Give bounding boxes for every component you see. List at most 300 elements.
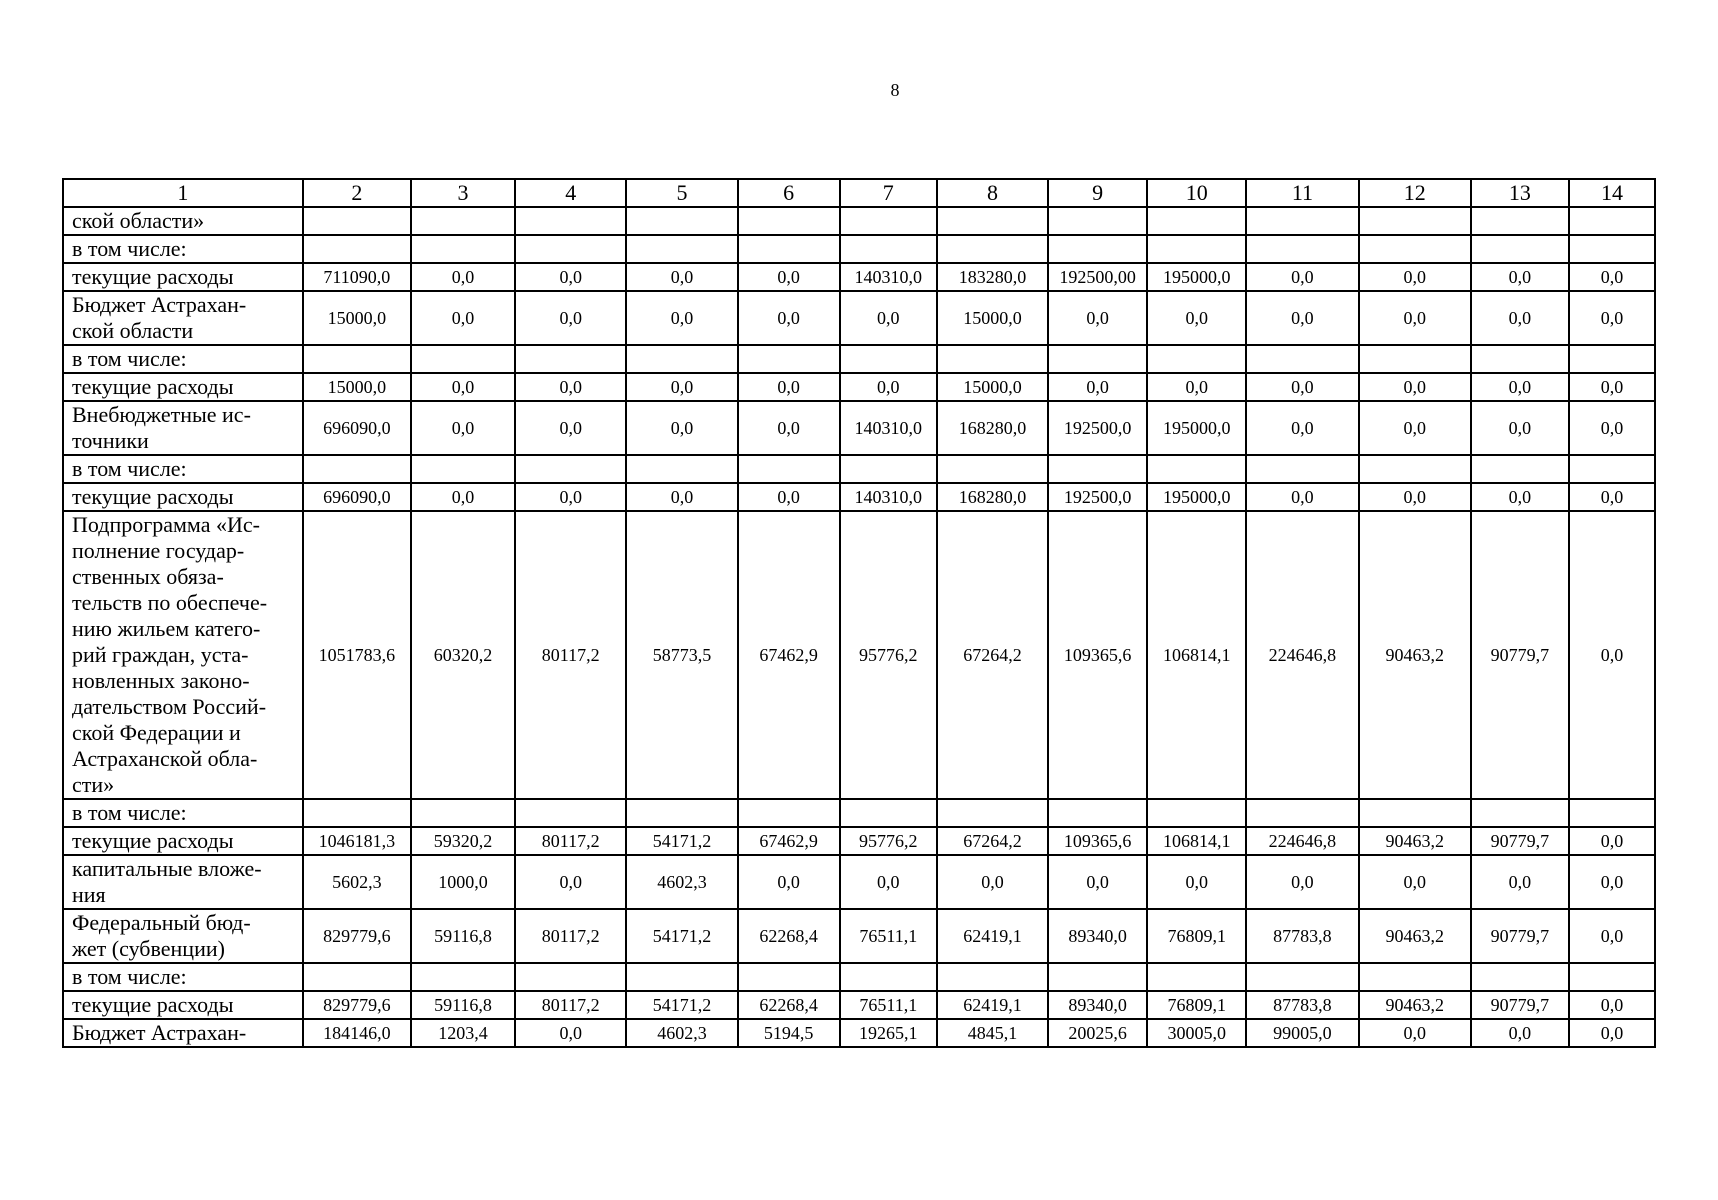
value-cell: 15000,0 xyxy=(303,291,411,345)
value-cell: 67462,9 xyxy=(738,827,840,855)
value-cell xyxy=(840,799,937,827)
value-cell: 87783,8 xyxy=(1246,909,1358,963)
value-cell: 90779,7 xyxy=(1471,511,1569,799)
row-label-line: текущие расходы xyxy=(72,992,234,1017)
value-cell: 0,0 xyxy=(1359,483,1471,511)
value-cell xyxy=(1147,455,1246,483)
table-row xyxy=(63,963,1655,991)
row-label-line: Бюджет Астрахан- xyxy=(72,1020,247,1045)
value-cell xyxy=(303,455,411,483)
value-cell: 109365,6 xyxy=(1048,511,1147,799)
value-cell: 0,0 xyxy=(411,401,515,455)
value-cell: 829779,6 xyxy=(303,991,411,1019)
value-cell xyxy=(1147,235,1246,263)
row-label-line: новленных законо- xyxy=(72,668,250,693)
column-number-5: 5 xyxy=(626,179,737,207)
value-cell: 90463,2 xyxy=(1359,827,1471,855)
value-cell: 0,0 xyxy=(1569,855,1655,909)
column-number-6: 6 xyxy=(738,179,840,207)
column-number-12: 12 xyxy=(1359,179,1471,207)
value-cell: 0,0 xyxy=(1471,483,1569,511)
value-cell xyxy=(937,235,1048,263)
row-label-line: тельств по обеспече- xyxy=(72,590,268,615)
row-label-line: ской области xyxy=(72,318,194,343)
value-cell: 60320,2 xyxy=(411,511,515,799)
value-cell: 0,0 xyxy=(1569,291,1655,345)
value-cell xyxy=(1569,455,1655,483)
value-cell xyxy=(738,963,840,991)
value-cell xyxy=(840,455,937,483)
value-cell: 0,0 xyxy=(411,291,515,345)
table-row xyxy=(63,511,1655,799)
row-label-line: текущие расходы xyxy=(72,264,234,289)
table-row xyxy=(63,855,1655,909)
value-cell: 0,0 xyxy=(515,855,626,909)
value-cell: 195000,0 xyxy=(1147,483,1246,511)
value-cell: 0,0 xyxy=(1246,855,1358,909)
value-cell xyxy=(1048,235,1147,263)
value-cell xyxy=(1147,799,1246,827)
value-cell: 183280,0 xyxy=(937,263,1048,291)
value-cell xyxy=(1147,963,1246,991)
value-cell: 0,0 xyxy=(1569,263,1655,291)
value-cell: 0,0 xyxy=(738,263,840,291)
row-label-line: в том числе: xyxy=(72,346,187,371)
row-label-line: жет (субвенции) xyxy=(72,936,225,961)
row-label xyxy=(63,263,303,291)
value-cell: 0,0 xyxy=(937,855,1048,909)
value-cell xyxy=(303,207,411,235)
value-cell: 224646,8 xyxy=(1246,511,1358,799)
value-cell: 1203,4 xyxy=(411,1019,515,1047)
value-cell xyxy=(1471,963,1569,991)
row-label-line: в том числе: xyxy=(72,456,187,481)
value-cell: 0,0 xyxy=(840,373,937,401)
value-cell: 0,0 xyxy=(1147,373,1246,401)
value-cell xyxy=(515,963,626,991)
row-label xyxy=(63,401,303,455)
value-cell: 0,0 xyxy=(1471,401,1569,455)
row-label xyxy=(63,345,303,373)
value-cell xyxy=(411,345,515,373)
row-label xyxy=(63,1019,303,1047)
value-cell: 224646,8 xyxy=(1246,827,1358,855)
value-cell xyxy=(1471,235,1569,263)
value-cell xyxy=(411,963,515,991)
value-cell: 0,0 xyxy=(1359,1019,1471,1047)
value-cell xyxy=(1147,207,1246,235)
value-cell xyxy=(1569,799,1655,827)
value-cell: 76809,1 xyxy=(1147,991,1246,1019)
value-cell: 0,0 xyxy=(1147,291,1246,345)
value-cell xyxy=(411,799,515,827)
value-cell: 0,0 xyxy=(738,483,840,511)
value-cell: 89340,0 xyxy=(1048,991,1147,1019)
row-label-line: текущие расходы xyxy=(72,374,234,399)
value-cell xyxy=(515,455,626,483)
row-label xyxy=(63,235,303,263)
column-number-13: 13 xyxy=(1471,179,1569,207)
value-cell: 4602,3 xyxy=(626,855,737,909)
value-cell xyxy=(1246,345,1358,373)
row-label-line: в том числе: xyxy=(72,800,187,825)
value-cell: 67264,2 xyxy=(937,827,1048,855)
row-label xyxy=(63,373,303,401)
value-cell: 87783,8 xyxy=(1246,991,1358,1019)
value-cell xyxy=(937,963,1048,991)
value-cell xyxy=(840,207,937,235)
value-cell xyxy=(738,799,840,827)
value-cell xyxy=(626,455,737,483)
value-cell xyxy=(738,235,840,263)
table-header-row xyxy=(63,179,1655,207)
value-cell: 90463,2 xyxy=(1359,991,1471,1019)
row-label-line: ственных обяза- xyxy=(72,564,224,589)
value-cell xyxy=(303,963,411,991)
value-cell xyxy=(738,455,840,483)
table-row xyxy=(63,401,1655,455)
value-cell xyxy=(303,235,411,263)
value-cell xyxy=(1471,455,1569,483)
value-cell: 62419,1 xyxy=(937,991,1048,1019)
value-cell: 54171,2 xyxy=(626,909,737,963)
value-cell: 5602,3 xyxy=(303,855,411,909)
row-label xyxy=(63,909,303,963)
value-cell: 59320,2 xyxy=(411,827,515,855)
value-cell: 0,0 xyxy=(626,373,737,401)
value-cell: 19265,1 xyxy=(840,1019,937,1047)
value-cell: 0,0 xyxy=(738,855,840,909)
row-label-line: капитальные вложе- xyxy=(72,856,262,881)
value-cell xyxy=(515,799,626,827)
table-row xyxy=(63,345,1655,373)
row-label-line: ской Федерации и xyxy=(72,720,241,745)
value-cell: 106814,1 xyxy=(1147,511,1246,799)
value-cell: 0,0 xyxy=(1359,401,1471,455)
budget-table xyxy=(62,178,1656,1048)
value-cell xyxy=(1569,963,1655,991)
value-cell: 76809,1 xyxy=(1147,909,1246,963)
value-cell: 0,0 xyxy=(411,373,515,401)
value-cell: 0,0 xyxy=(1246,263,1358,291)
value-cell: 90463,2 xyxy=(1359,909,1471,963)
value-cell: 0,0 xyxy=(738,401,840,455)
value-cell: 696090,0 xyxy=(303,483,411,511)
column-number-9: 9 xyxy=(1048,179,1147,207)
value-cell: 1046181,3 xyxy=(303,827,411,855)
value-cell: 62268,4 xyxy=(738,991,840,1019)
table-row xyxy=(63,827,1655,855)
value-cell xyxy=(411,455,515,483)
value-cell xyxy=(626,345,737,373)
value-cell: 0,0 xyxy=(411,263,515,291)
value-cell: 711090,0 xyxy=(303,263,411,291)
value-cell xyxy=(1569,235,1655,263)
value-cell: 76511,1 xyxy=(840,991,937,1019)
value-cell xyxy=(937,345,1048,373)
value-cell: 1051783,6 xyxy=(303,511,411,799)
value-cell: 0,0 xyxy=(515,263,626,291)
value-cell xyxy=(515,345,626,373)
value-cell: 0,0 xyxy=(626,263,737,291)
value-cell: 0,0 xyxy=(626,401,737,455)
value-cell: 80117,2 xyxy=(515,909,626,963)
value-cell: 99005,0 xyxy=(1246,1019,1358,1047)
row-label-line: текущие расходы xyxy=(72,828,234,853)
value-cell xyxy=(411,235,515,263)
value-cell xyxy=(1147,345,1246,373)
value-cell xyxy=(303,345,411,373)
value-cell: 0,0 xyxy=(840,855,937,909)
value-cell: 140310,0 xyxy=(840,483,937,511)
value-cell: 62268,4 xyxy=(738,909,840,963)
value-cell: 95776,2 xyxy=(840,827,937,855)
value-cell xyxy=(1246,207,1358,235)
value-cell: 0,0 xyxy=(515,291,626,345)
value-cell xyxy=(1471,207,1569,235)
row-label xyxy=(63,855,303,909)
row-label-line: точники xyxy=(72,428,149,453)
value-cell: 0,0 xyxy=(515,483,626,511)
row-label xyxy=(63,455,303,483)
value-cell: 59116,8 xyxy=(411,991,515,1019)
value-cell: 140310,0 xyxy=(840,401,937,455)
column-number-7: 7 xyxy=(840,179,937,207)
row-label-line: Астраханской обла- xyxy=(72,746,258,771)
value-cell: 0,0 xyxy=(1048,855,1147,909)
value-cell: 59116,8 xyxy=(411,909,515,963)
column-number-1: 1 xyxy=(63,179,303,207)
value-cell xyxy=(515,207,626,235)
value-cell xyxy=(1359,455,1471,483)
row-label-line: Бюджет Астрахан- xyxy=(72,292,247,317)
value-cell xyxy=(1048,207,1147,235)
column-number-4: 4 xyxy=(515,179,626,207)
row-label-line: ской области» xyxy=(72,208,205,233)
value-cell: 0,0 xyxy=(1246,373,1358,401)
value-cell: 0,0 xyxy=(1359,855,1471,909)
row-label-line: рий граждан, уста- xyxy=(72,642,249,667)
value-cell xyxy=(1359,345,1471,373)
value-cell xyxy=(1048,455,1147,483)
value-cell: 54171,2 xyxy=(626,827,737,855)
value-cell xyxy=(937,207,1048,235)
value-cell: 0,0 xyxy=(1471,1019,1569,1047)
value-cell: 184146,0 xyxy=(303,1019,411,1047)
table-row xyxy=(63,483,1655,511)
value-cell: 90779,7 xyxy=(1471,827,1569,855)
row-label-line: ния xyxy=(72,882,106,907)
value-cell xyxy=(1359,235,1471,263)
value-cell: 0,0 xyxy=(1569,827,1655,855)
value-cell: 0,0 xyxy=(1569,373,1655,401)
value-cell: 192500,00 xyxy=(1048,263,1147,291)
value-cell xyxy=(1569,345,1655,373)
value-cell: 15000,0 xyxy=(937,373,1048,401)
value-cell: 0,0 xyxy=(1471,291,1569,345)
value-cell xyxy=(840,235,937,263)
table-row xyxy=(63,263,1655,291)
value-cell: 0,0 xyxy=(626,291,737,345)
column-number-8: 8 xyxy=(937,179,1048,207)
column-number-14: 14 xyxy=(1569,179,1655,207)
value-cell: 0,0 xyxy=(1147,855,1246,909)
value-cell: 0,0 xyxy=(1359,263,1471,291)
value-cell: 1000,0 xyxy=(411,855,515,909)
row-label xyxy=(63,511,303,799)
table-row xyxy=(63,799,1655,827)
value-cell: 0,0 xyxy=(515,373,626,401)
value-cell: 140310,0 xyxy=(840,263,937,291)
value-cell: 0,0 xyxy=(626,483,737,511)
row-label-line: нию жильем катего- xyxy=(72,616,261,641)
column-number-3: 3 xyxy=(411,179,515,207)
value-cell xyxy=(1048,963,1147,991)
table-row xyxy=(63,207,1655,235)
table-row xyxy=(63,235,1655,263)
row-label xyxy=(63,827,303,855)
value-cell: 62419,1 xyxy=(937,909,1048,963)
value-cell xyxy=(1471,799,1569,827)
value-cell xyxy=(1246,963,1358,991)
value-cell: 0,0 xyxy=(1471,373,1569,401)
value-cell xyxy=(626,799,737,827)
table-row xyxy=(63,909,1655,963)
row-label-line: дательством Россий- xyxy=(72,694,267,719)
value-cell: 0,0 xyxy=(840,291,937,345)
value-cell: 80117,2 xyxy=(515,827,626,855)
value-cell: 58773,5 xyxy=(626,511,737,799)
value-cell: 0,0 xyxy=(738,291,840,345)
value-cell: 0,0 xyxy=(738,373,840,401)
table-row xyxy=(63,291,1655,345)
row-label-line: полнение государ- xyxy=(72,538,245,563)
row-label xyxy=(63,991,303,1019)
value-cell: 696090,0 xyxy=(303,401,411,455)
value-cell xyxy=(1048,345,1147,373)
value-cell xyxy=(1246,455,1358,483)
page-number: 8 xyxy=(890,80,900,100)
value-cell: 80117,2 xyxy=(515,991,626,1019)
value-cell: 0,0 xyxy=(1246,291,1358,345)
value-cell xyxy=(738,207,840,235)
value-cell: 67462,9 xyxy=(738,511,840,799)
value-cell: 0,0 xyxy=(1246,401,1358,455)
value-cell xyxy=(411,207,515,235)
value-cell: 0,0 xyxy=(1359,373,1471,401)
value-cell xyxy=(1569,207,1655,235)
value-cell: 0,0 xyxy=(1569,511,1655,799)
value-cell xyxy=(738,345,840,373)
row-label xyxy=(63,799,303,827)
row-label xyxy=(63,207,303,235)
value-cell: 0,0 xyxy=(515,1019,626,1047)
value-cell: 195000,0 xyxy=(1147,401,1246,455)
column-number-11: 11 xyxy=(1246,179,1358,207)
value-cell xyxy=(626,207,737,235)
value-cell: 5194,5 xyxy=(738,1019,840,1047)
value-cell xyxy=(515,235,626,263)
table-row xyxy=(63,455,1655,483)
value-cell xyxy=(1359,963,1471,991)
value-cell: 192500,0 xyxy=(1048,483,1147,511)
value-cell: 106814,1 xyxy=(1147,827,1246,855)
row-label-line: сти» xyxy=(72,772,115,797)
value-cell: 0,0 xyxy=(1048,373,1147,401)
value-cell: 195000,0 xyxy=(1147,263,1246,291)
value-cell xyxy=(840,345,937,373)
value-cell: 0,0 xyxy=(1569,1019,1655,1047)
value-cell xyxy=(1048,799,1147,827)
row-label-line: текущие расходы xyxy=(72,484,234,509)
row-label-line: Федеральный бюд- xyxy=(72,910,251,935)
value-cell xyxy=(1246,235,1358,263)
value-cell xyxy=(937,799,1048,827)
value-cell: 80117,2 xyxy=(515,511,626,799)
table-row xyxy=(63,1019,1655,1047)
table-row xyxy=(63,373,1655,401)
value-cell: 90779,7 xyxy=(1471,991,1569,1019)
value-cell: 0,0 xyxy=(1359,291,1471,345)
value-cell: 0,0 xyxy=(515,401,626,455)
value-cell: 192500,0 xyxy=(1048,401,1147,455)
value-cell: 168280,0 xyxy=(937,401,1048,455)
row-label xyxy=(63,963,303,991)
value-cell: 0,0 xyxy=(1471,263,1569,291)
value-cell xyxy=(1471,345,1569,373)
value-cell: 67264,2 xyxy=(937,511,1048,799)
value-cell: 89340,0 xyxy=(1048,909,1147,963)
value-cell xyxy=(1246,799,1358,827)
value-cell xyxy=(840,963,937,991)
column-number-2: 2 xyxy=(303,179,411,207)
value-cell: 95776,2 xyxy=(840,511,937,799)
value-cell: 90779,7 xyxy=(1471,909,1569,963)
value-cell: 168280,0 xyxy=(937,483,1048,511)
row-label-line: в том числе: xyxy=(72,964,187,989)
value-cell: 829779,6 xyxy=(303,909,411,963)
column-number-10: 10 xyxy=(1147,179,1246,207)
value-cell xyxy=(1359,799,1471,827)
row-label-line: в том числе: xyxy=(72,236,187,261)
value-cell: 4845,1 xyxy=(937,1019,1048,1047)
table-row xyxy=(63,991,1655,1019)
value-cell: 20025,6 xyxy=(1048,1019,1147,1047)
value-cell xyxy=(1359,207,1471,235)
value-cell xyxy=(937,455,1048,483)
value-cell: 0,0 xyxy=(1569,401,1655,455)
row-label xyxy=(63,291,303,345)
value-cell xyxy=(303,799,411,827)
value-cell: 0,0 xyxy=(411,483,515,511)
row-label xyxy=(63,483,303,511)
value-cell: 90463,2 xyxy=(1359,511,1471,799)
value-cell: 0,0 xyxy=(1048,291,1147,345)
value-cell: 0,0 xyxy=(1569,991,1655,1019)
value-cell: 30005,0 xyxy=(1147,1019,1246,1047)
value-cell: 4602,3 xyxy=(626,1019,737,1047)
value-cell: 0,0 xyxy=(1569,483,1655,511)
value-cell xyxy=(626,963,737,991)
value-cell: 76511,1 xyxy=(840,909,937,963)
value-cell: 15000,0 xyxy=(937,291,1048,345)
value-cell: 15000,0 xyxy=(303,373,411,401)
value-cell xyxy=(626,235,737,263)
row-label-line: Внебюджетные ис- xyxy=(72,402,251,427)
value-cell: 0,0 xyxy=(1471,855,1569,909)
value-cell: 109365,6 xyxy=(1048,827,1147,855)
value-cell: 0,0 xyxy=(1569,909,1655,963)
